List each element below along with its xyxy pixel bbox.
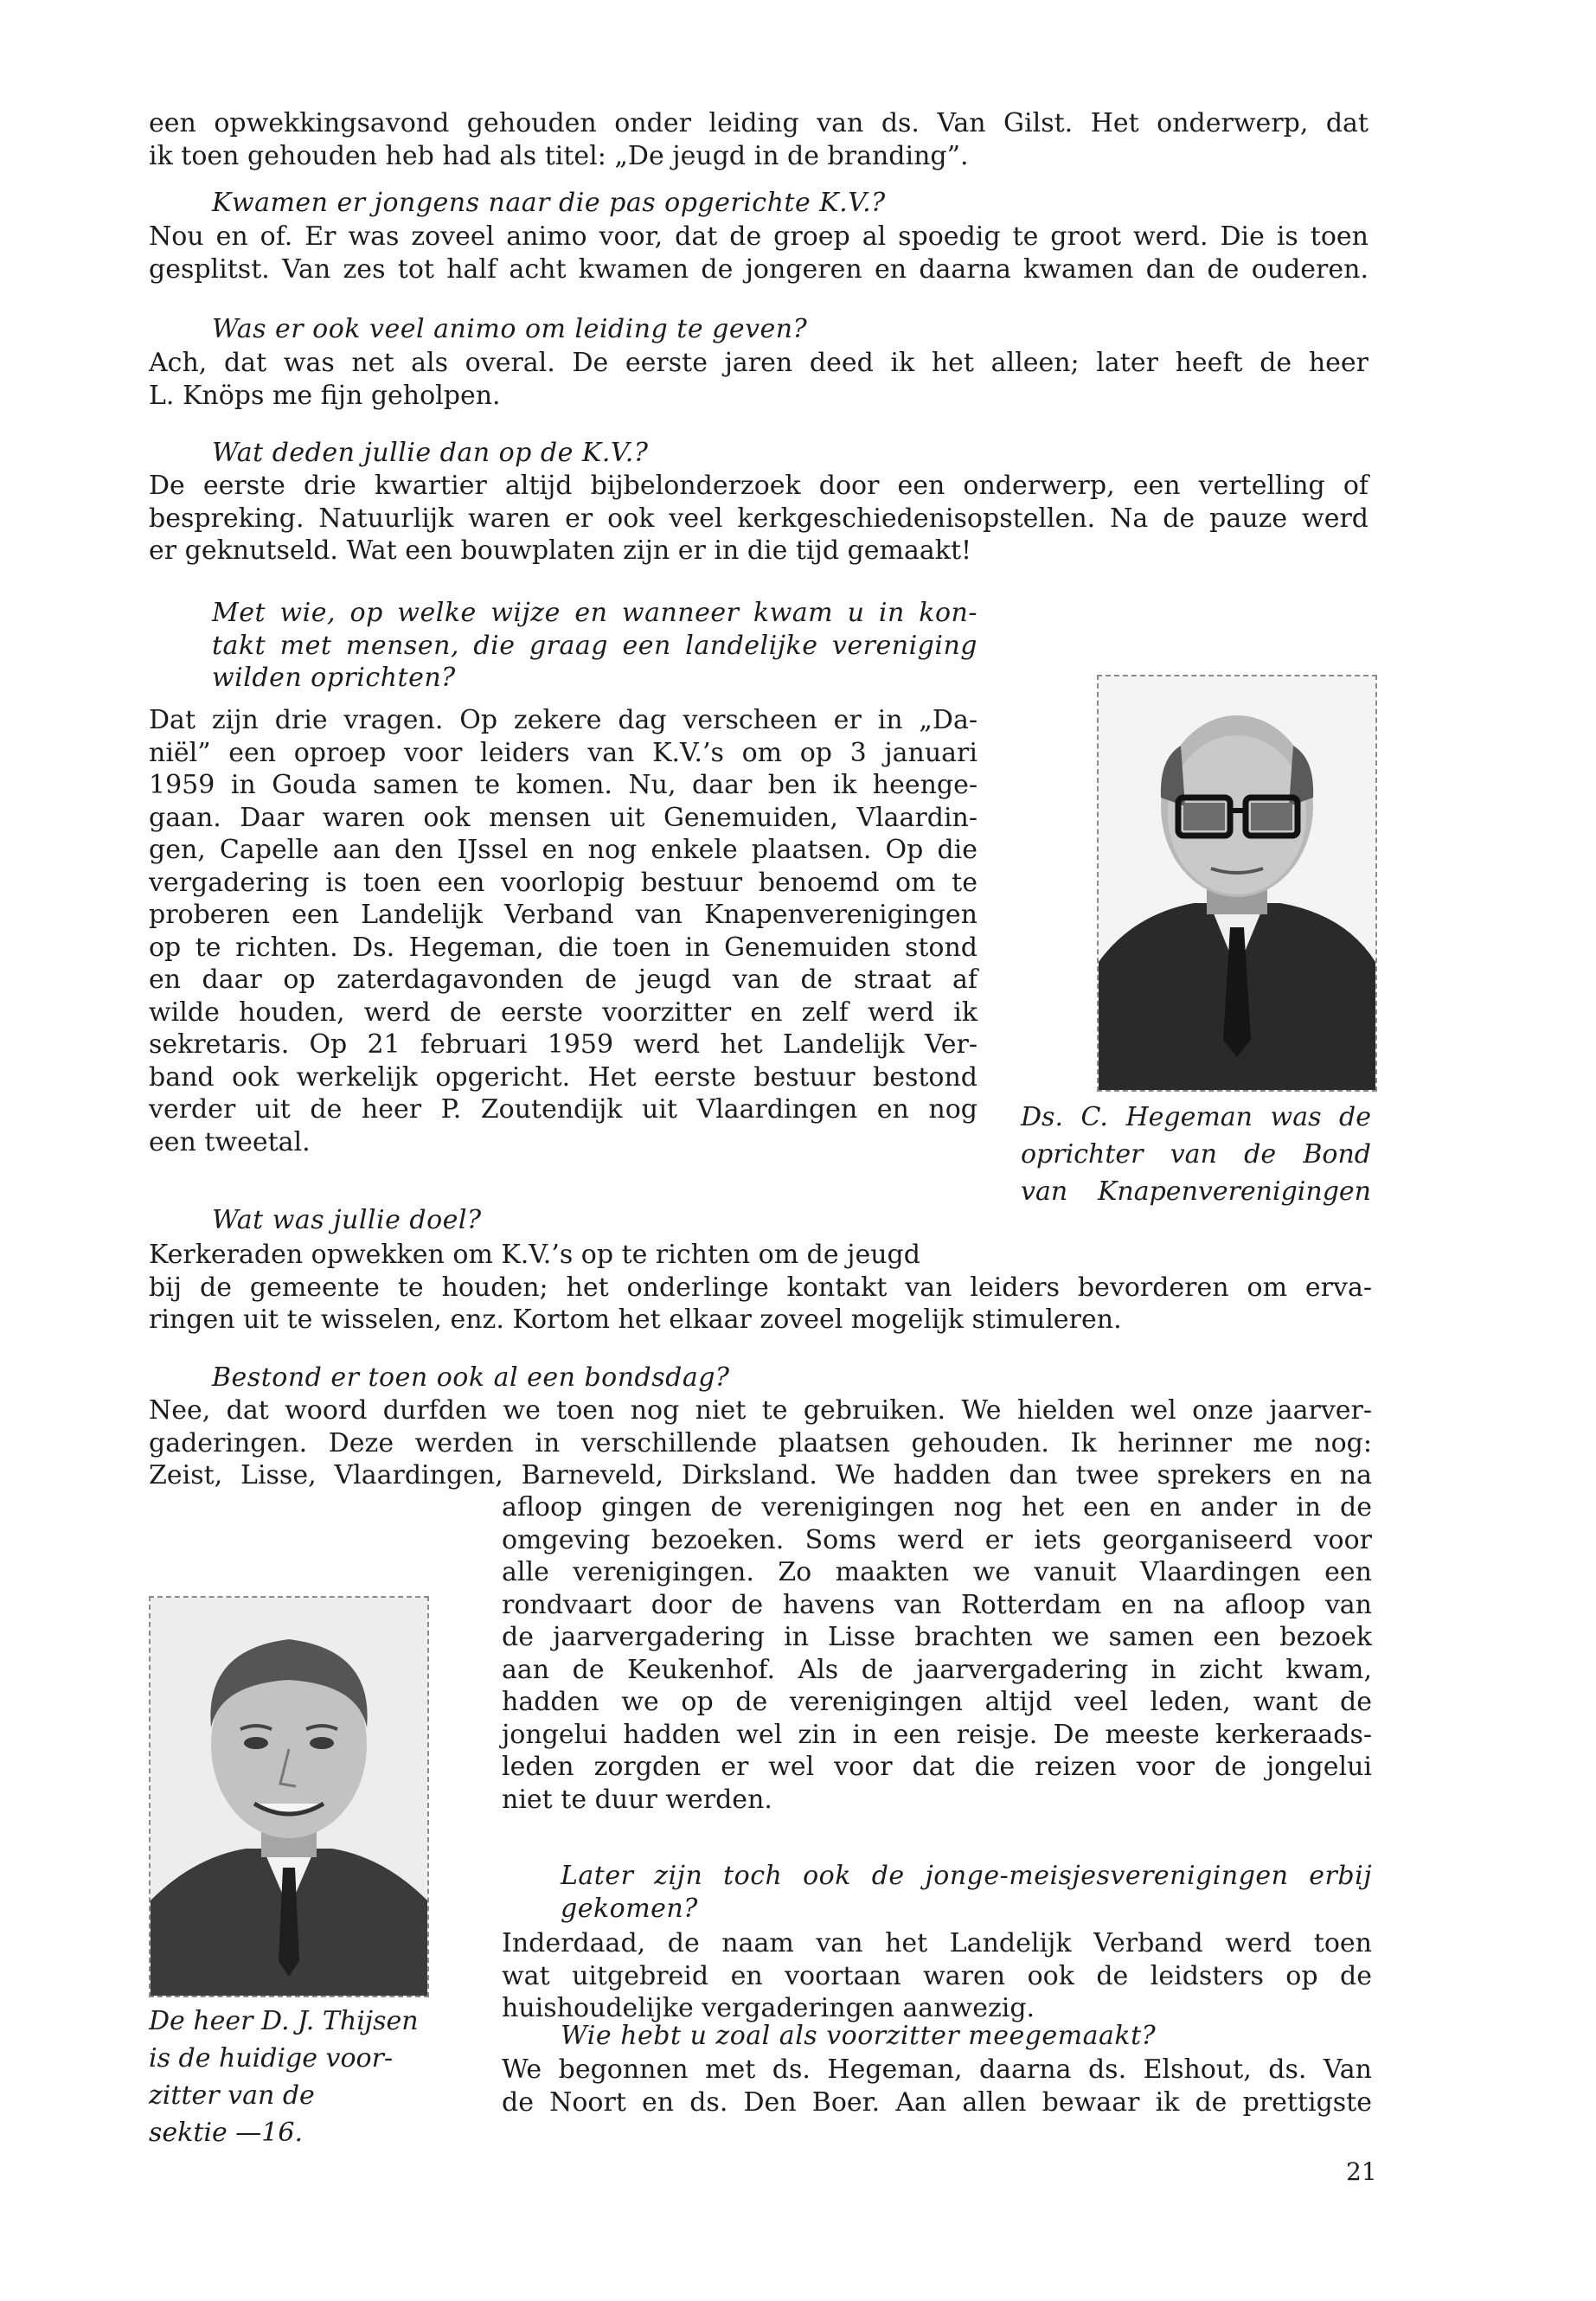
text-line: gaan. Daar waren ook mensen uit Genemuiden, Vlaardin- [149, 802, 977, 833]
text-line: Kerkeraden opwekken om K.V.’s op te richten om de jeugd [149, 1240, 920, 1270]
text-line: gesplitst. Van zes tot half acht kwamen de jongeren en daarna kwamen dan de ouderen. [149, 253, 1368, 285]
text-line: en daar op zaterdagavonden de jeugd van de straat af [149, 965, 977, 995]
text-line: hadden we op de verenigingen altijd veel leden, want de [502, 1687, 1372, 1717]
question-3: Wat deden jullie dan op de K.V.? [212, 438, 649, 468]
text-line: Dat zijn drie vragen. Op zekere dag verscheen er in „Da- [149, 705, 977, 735]
text-line: alle verenigingen. Zo maakten we vanuit Vlaardingen een [502, 1557, 1372, 1587]
answer-4 [149, 704, 977, 1158]
text-line: Nou en of. Er was zoveel animo voor, dat de groep al spoedig te groot werd. Die is toen [149, 221, 1368, 252]
question-5: Wat was jullie doel? [212, 1205, 482, 1235]
text-line: De eerste drie kwartier altijd bijbelonderzoek door een onderwerp, een vertelling of [149, 471, 1368, 501]
text-line: omgeving bezoeken. Soms werd er iets georganiseerd voor [502, 1524, 1372, 1555]
answer-8 [502, 2054, 1372, 2118]
question-8: Wie hebt u zoal als voorzitter meegemaakt? [561, 2021, 1157, 2051]
text-line: We begonnen met ds. Hegeman, daarna ds. Elshout, ds. Van [502, 2054, 1372, 2085]
answer-5 [149, 1239, 1372, 1336]
text-line: afloop gingen de verenigingen nog het een en ander in de [502, 1492, 1372, 1522]
text-line: verder uit de heer P. Zoutendijk uit Vlaardingen en nog [149, 1094, 977, 1125]
text-line: 1959 in Gouda samen te komen. Nu, daar ben ik heenge- [149, 770, 977, 800]
text-line: een tweetal. [149, 1126, 311, 1157]
text-line: de jaarvergadering in Lisse brachten we samen een bezoek [502, 1622, 1372, 1652]
text-line: ik toen gehouden heb had als titel: „De jeugd in de branding”. [149, 140, 969, 171]
intro-paragraph [149, 107, 1368, 172]
question-4: Met wie, op welke wijze en wanneer kwam u in kon- takt met mensen, die graag een landelijke vereniging wilden oprichten? [212, 598, 977, 693]
text-line: rondvaart door de havens van Rotterdam en na afloop van [502, 1589, 1372, 1620]
question-7: Later zijn toch ook de jonge-meisjesverenigingen erbij gekomen? [561, 1861, 1372, 1924]
text-line: gen, Capelle aan den IJssel en nog enkele plaatsen. Op die [149, 835, 977, 865]
question-2: Was er ook veel animo om leiding te geven? [212, 314, 808, 344]
answer-3 [149, 470, 1368, 567]
text-line: bespreking. Natuurlijk waren er ook veel kerkgeschiedenisopstellen. Na de pauze werd [149, 503, 1368, 534]
text-line: een opwekkingsavond gehouden onder leiding van ds. Van Gilst. Het onderwerp, dat [149, 108, 1368, 138]
text-line: bij de gemeente te houden; het onderlinge kontakt van leiders bevorderen om erva- [149, 1272, 1372, 1303]
text-line: wat uitgebreid en voortaan waren ook de leidsters op de [502, 1960, 1372, 1991]
text-line: Nee, dat woord durfden we toen nog niet te gebruiken. We hielden wel onze jaarver- [149, 1395, 1372, 1426]
text-line: op te richten. Ds. Hegeman, die toen in Genemuiden stond [149, 932, 977, 963]
answer-2 [149, 347, 1368, 412]
text-line: jongelui hadden wel zin in een reisje. De meeste kerkeraads- [502, 1719, 1372, 1750]
caption-thijsen: De heer D. J. Thijsen is de huidige voor- zitter van de sektie —16. [149, 2006, 419, 2148]
text-line: L. Knöps me fijn geholpen. [149, 380, 501, 411]
answer-1 [149, 221, 1368, 285]
text-line: Inderdaad, de naam van het Landelijk Verband werd toen [502, 1928, 1372, 1958]
text-line: ringen uit te wisselen, enz. Kortom het elkaar zoveel mogelijk stimuleren. [149, 1304, 1122, 1335]
portrait-thijsen-icon [151, 1598, 427, 1996]
question-6: Bestond er toen ook al een bondsdag? [212, 1362, 730, 1393]
text-line: huishoudelijke vergaderingen aanwezig. [502, 1993, 1035, 2023]
text-line: band ook werkelijk opgericht. Het eerste bestuur bestond [149, 1061, 977, 1093]
text-line: leden zorgden er wel voor dat die reizen voor de jongelui [502, 1752, 1372, 1782]
text-line: wilde houden, werd de eerste voorzitter en zelf werd ik [149, 997, 977, 1028]
text-line: er geknutseld. Wat een bouwplaten zijn er in die tijd gemaakt! [149, 535, 972, 566]
text-line: Ach, dat was net als overal. De eerste jaren deed ik het alleen; later heeft de heer [149, 348, 1368, 378]
text-line: aan de Keukenhof. Als de jaarvergadering in zicht kwam, [502, 1654, 1372, 1685]
answer-7 [502, 1927, 1372, 2025]
text-line: niël” een oproep voor leiders van K.V.’s om op 3 januari [149, 737, 977, 768]
portrait-photo-thijsen [149, 1596, 429, 1997]
text-line: gaderingen. Deze werden in verschillende plaatsen gehouden. Ik herinner me nog: [149, 1427, 1372, 1458]
text-line: Zeist, Lisse, Vlaardingen, Barneveld, Dirksland. We hadden dan twee sprekers en na [149, 1460, 1372, 1490]
text-line: sekretaris. Op 21 februari 1959 werd het Landelijk Ver- [149, 1029, 977, 1060]
portrait-hegeman-icon [1099, 676, 1375, 1090]
portrait-photo-hegeman [1097, 675, 1377, 1092]
text-line: vergadering is toen een voorlopig bestuur benoemd om te [149, 867, 977, 898]
answer-6-full-width [149, 1394, 1372, 1492]
question-1: Kwamen er jongens naar die pas opgerichte K.V.? [212, 188, 886, 218]
answer-6-right-column [502, 1491, 1372, 1816]
page-number: 21 [1346, 2157, 1377, 2186]
text-line: de Noort en ds. Den Boer. Aan allen bewaar ik de prettigste [502, 2086, 1372, 2118]
caption-hegeman: Ds. C. Hegeman was de oprichter van de Bond van Knapenverenigingen [1021, 1102, 1371, 1207]
text-line: niet te duur werden. [502, 1784, 772, 1815]
text-line: proberen een Landelijk Verband van Knapenverenigingen [149, 900, 977, 930]
